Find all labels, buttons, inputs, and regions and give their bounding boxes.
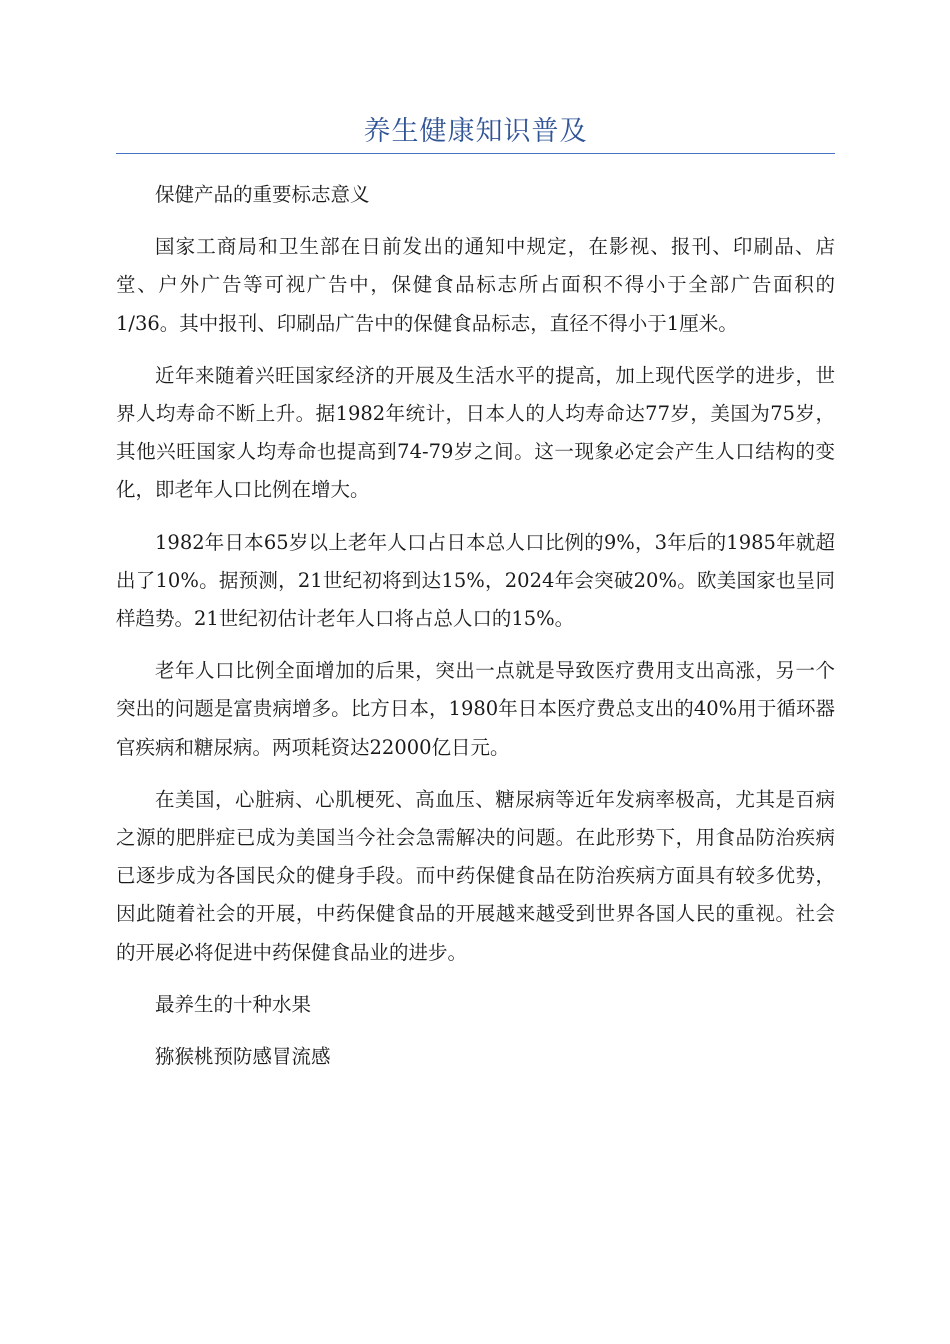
paragraph: 老年人口比例全面增加的后果，突出一点就是导致医疗费用支出高涨，另一个突出的问题是富贵病增多。比方日本，1980年日本医疗费总支出的40%用于循环器官疾病和糖尿病。两项耗资达22000亿日元。: [116, 659, 835, 759]
document-body: [116, 176, 835, 1090]
section-heading: 保健产品的重要标志意义: [155, 183, 370, 206]
document-title: 养生健康知识普及: [363, 116, 588, 147]
section-heading: 猕猴桃预防感冒流感: [155, 1045, 331, 1069]
paragraph: 近年来随着兴旺国家经济的开展及生活水平的提高，加上现代医学的进步，世界人均寿命不断上升。据1982年统计，日本人的人均寿命达77岁，美国为75岁，其他兴旺国家人均寿命也提高到74-79岁之间。这一现象必定会产生人口结构的变化，即老年人口比例在增大。: [116, 363, 835, 502]
section-heading: 最养生的十种水果: [155, 992, 312, 1016]
paragraph: 国家工商局和卫生部在日前发出的通知中规定，在影视、报刊、印刷品、店堂、户外广告等可视广告中，保健食品标志所占面积不得小于全部广告面积的1/36。其中报刊、印刷品广告中的保健食品标志，直径不得小于1厘米。: [116, 235, 835, 335]
paragraph: 在美国，心脏病、心肌梗死、高血压、糖尿病等近年发病率极高，尤其是百病之源的肥胖症已成为美国当今社会急需解决的问题。在此形势下，用食品防治疾病已逐步成为各国民众的健身手段。而中药保健食品在防治疾病方面具有较多优势，因此随着社会的开展，中药保健食品的开展越来越受到世界各国人民的重视。社会的开展必将促进中药保健食品业的进步。: [116, 787, 835, 964]
title-underline: [116, 153, 835, 154]
paragraph: 1982年日本65岁以上老年人口占日本总人口比例的9%，3年后的1985年就超出了10%。据预测，21世纪初将到达15%，2024年会突破20%。欧美国家也呈同样趋势。21世纪初估计老年人口将占总人口的15%。: [116, 530, 835, 631]
